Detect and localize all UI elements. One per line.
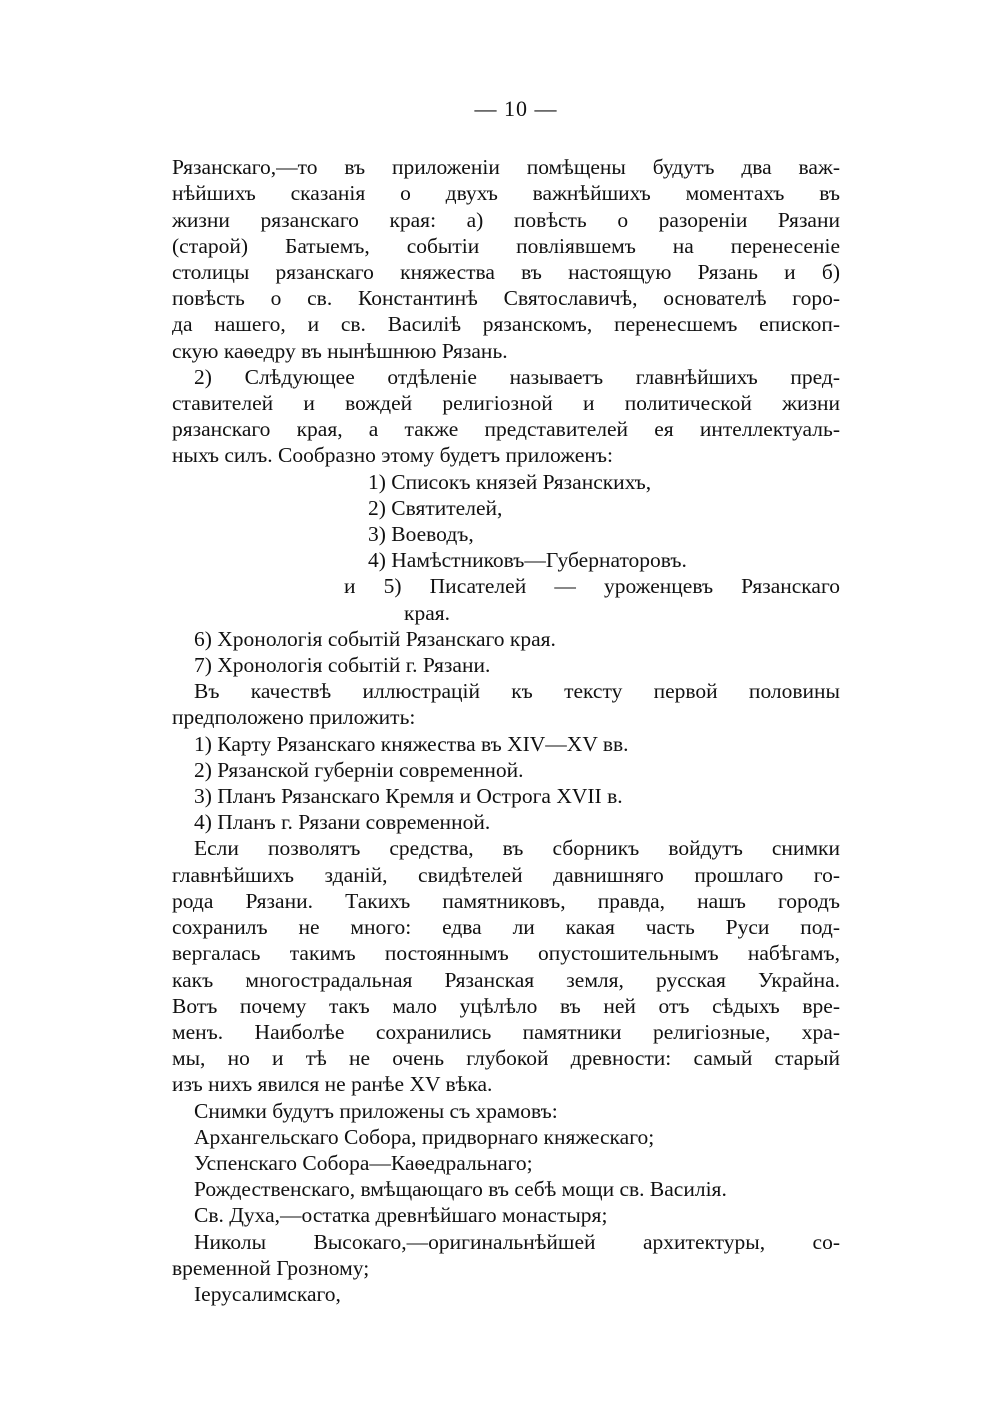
text-line: Архангельскаго Собора, придворнаго княжескаго; [194, 1124, 655, 1149]
list-chronology [172, 626, 840, 678]
text-line: рязанскаго края, а также представителей ея интеллектуаль- [172, 417, 840, 442]
text-line: нѣйшихъ сказанiя о двухъ важнѣйшихъ моментахъ въ [172, 181, 840, 206]
list-item: 7) Хронологiя событiй г. Рязани. [194, 653, 491, 678]
text-line: главнѣйшихъ зданiй, свидѣтелей давнишняго прошлаго го- [172, 862, 840, 887]
text-line: какъ многострадальная Рязанская земля, русская Украйна. [172, 967, 840, 992]
text-line: Вотъ почему такъ мало уцѣлѣло въ ней отъ сѣдыхъ вре- [172, 993, 840, 1018]
list-illustrations [172, 731, 840, 836]
list-item: 3) Планъ Рязанскаго Кремля и Острога XVII в. [194, 784, 623, 809]
list-item: 4) Намѣстниковъ—Губернаторовъ. [368, 548, 687, 573]
list-item: 1) Списокъ князей Рязанскихъ, [368, 469, 652, 494]
page [172, 96, 840, 1307]
text-line: повѣсть о св. Константинѣ Святославичѣ, основателѣ горо- [172, 286, 840, 311]
text-line: Iерусалимскаго, [194, 1281, 341, 1306]
text-line: изъ нихъ явился не ранѣе XV вѣка. [172, 1072, 493, 1097]
list-item: 6) Хронологiя событiй Рязанскаго края. [194, 626, 556, 651]
text-line: да нашего, и св. Василiѣ рязанскомъ, перенесшемъ епископ- [172, 312, 840, 337]
text-line: Въ качествѣ иллюстрацiй къ тексту первой половины [194, 679, 840, 704]
page-number: — 10 — [474, 96, 558, 121]
text-line: ныхъ силъ. Сообразно этому будетъ приложенъ: [172, 443, 613, 468]
text-line: Св. Духа,—остатка древнѣйшаго монастыря; [194, 1203, 608, 1228]
text-line: мы, но и тѣ не очень глубокой древности: самый старый [172, 1046, 840, 1071]
text-line: столицы рязанскаго княжества въ настоящую Рязань и б) [172, 260, 840, 285]
text-line: Успенскаго Собора—Каѳедральнаго; [194, 1150, 533, 1175]
list-item: 3) Воеводъ, [368, 522, 474, 547]
text-line: 2) Слѣдующее отдѣленiе называетъ главнѣйшихъ пред- [194, 364, 840, 389]
text-line: Если позволятъ средства, въ сборникъ войдутъ снимки [194, 836, 840, 861]
text-line: временной Грозному; [172, 1255, 370, 1280]
text-line: скую каѳедру въ нынѣшнюю Рязань. [172, 338, 508, 363]
paragraph-5 [172, 1098, 840, 1229]
paragraph-1 [172, 154, 840, 364]
text-line: Николы Высокаго,—оригинальнѣйшей архитектуры, со- [194, 1229, 840, 1254]
text-line: жизни рязанскаго края: а) повѣсть о разоренiи Рязани [172, 207, 840, 232]
list-item: 4) Планъ г. Рязани современной. [194, 810, 491, 835]
paragraph-4 [172, 835, 840, 1097]
text-line: рода Рязани. Такихъ памятниковъ, правда, нашъ городъ [172, 888, 840, 913]
paragraph-6 [172, 1229, 840, 1281]
text-line: (старой) Батыемъ, событiи повлiявшемъ на перенесенiе [172, 233, 840, 258]
paragraph-3 [172, 678, 840, 730]
text-line: вергалась такимъ постояннымъ опустошительнымъ набѣгамъ, [172, 941, 840, 966]
text-line: Снимки будутъ приложены съ храмовъ: [194, 1098, 558, 1123]
list-item: 2) Рязанской губернiи современной. [194, 757, 524, 782]
list-representatives [172, 469, 840, 626]
paragraph-2 [172, 364, 840, 469]
text-line: менъ. Наиболѣе сохранились памятники религiозные, хра- [172, 1019, 840, 1044]
list-item: и 5) Писателей — уроженцевъ Рязанскаго [344, 574, 840, 599]
text-line: Рождественскаго, вмѣщающаго въ себѣ мощи св. Василiя. [194, 1177, 727, 1202]
text-line: Рязанскаго,—то въ приложенiи помѣщены будутъ два важ- [172, 155, 840, 180]
list-item: 1) Карту Рязанскаго княжества въ XIV—XV вв. [194, 731, 629, 756]
text-line: предположено приложить: [172, 705, 416, 730]
list-item-continuation: края. [404, 600, 451, 625]
text-line: ставителей и вождей религiозной и политической жизни [172, 391, 840, 416]
text-line: сохранилъ не много: едва ли какая часть Руси под- [172, 915, 840, 940]
list-item: 2) Святителей, [368, 495, 503, 520]
